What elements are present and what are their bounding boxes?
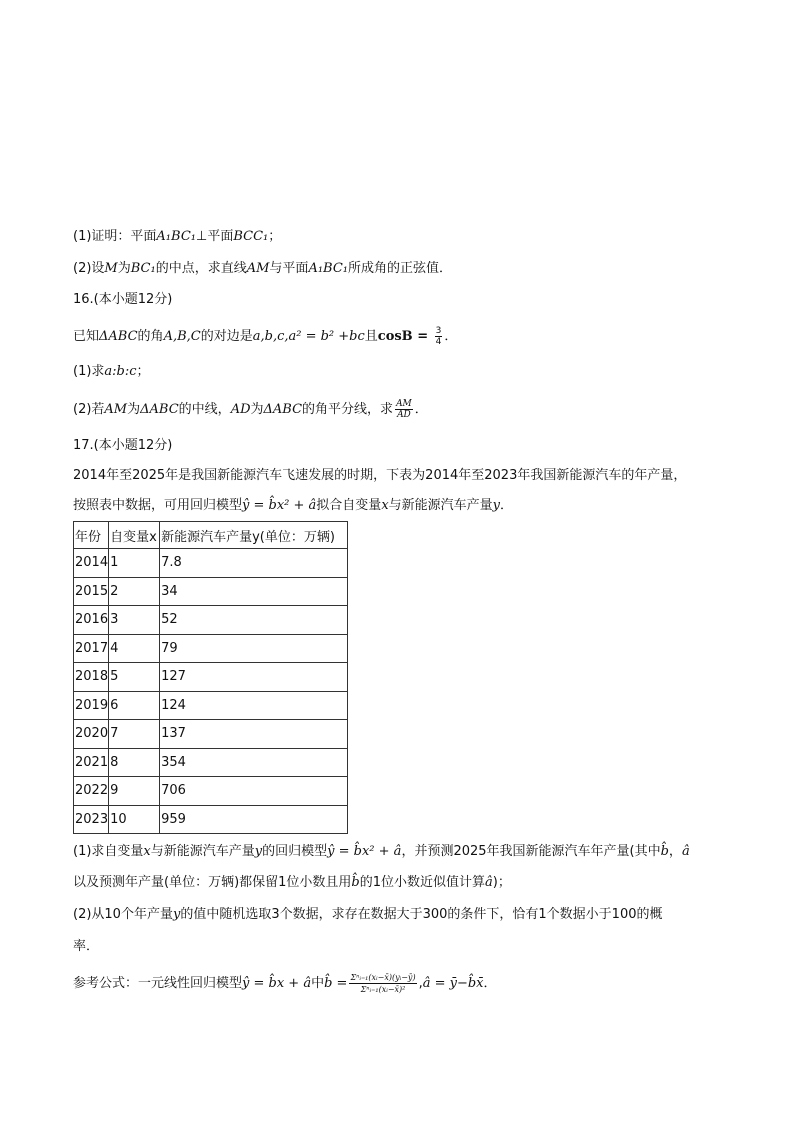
- cell-year: 2017: [74, 634, 109, 663]
- text: (1)证明：平面: [73, 229, 157, 244]
- text: 的中点，求直线: [155, 261, 247, 276]
- math-cos: cosB =: [377, 329, 433, 344]
- cell-x: 1: [109, 549, 160, 578]
- table-row: [74, 720, 348, 749]
- production-table: [73, 521, 348, 834]
- fraction-numerator: 3: [435, 326, 442, 336]
- math-am: AM: [104, 402, 128, 417]
- cell-x: 6: [109, 691, 160, 720]
- math-triangle: ΔABC: [140, 402, 179, 417]
- text: 的角: [137, 329, 164, 344]
- q16-part2: [73, 399, 428, 420]
- table-row: [74, 634, 348, 663]
- q17-intro-line2: [73, 497, 513, 515]
- q17-part2-line1: [73, 906, 663, 924]
- cell-x: 10: [109, 805, 160, 834]
- fraction-denominator: Σⁿᵢ₌₁(xᵢ−x̄)²: [360, 985, 406, 994]
- cell-y: 79: [160, 634, 348, 663]
- fraction-denominator: 4: [435, 337, 442, 347]
- cell-year: 2021: [74, 748, 109, 777]
- text: 的值中随机选取3个数据，求存在数据大于300的条件下，恰有1个数据小于100的概: [180, 907, 663, 922]
- text: 的中线，: [178, 402, 231, 417]
- text: 与平面: [269, 261, 309, 276]
- q16-stem: [73, 326, 457, 347]
- math-am: AM: [246, 261, 270, 276]
- math-x: x: [143, 844, 151, 859]
- table-row: [74, 577, 348, 606]
- text: 所成角的正弦值．: [348, 261, 453, 276]
- text: 平面: [207, 229, 234, 244]
- text: (2)若: [73, 402, 105, 417]
- math-sides-equation: a,b,c,a² = b² +bc: [252, 329, 365, 344]
- text: ，并预测2025年我国新能源汽车年产量(其中: [401, 844, 661, 859]
- fraction-numerator: Σⁿᵢ₌₁(xᵢ−x̄)(yᵢ−ȳ): [350, 973, 416, 982]
- cell-y: 706: [160, 777, 348, 806]
- table-row: [74, 805, 348, 834]
- math-y: y: [492, 498, 501, 513]
- math-triangle: ΔABC: [263, 402, 303, 417]
- cell-year: 2023: [74, 805, 109, 834]
- cell-y: 959: [160, 805, 348, 834]
- text: 参考公式：一元线性回归模型: [73, 976, 243, 991]
- text: 为: [117, 261, 131, 276]
- text: ．: [414, 402, 428, 417]
- text: 的对边是: [200, 329, 253, 344]
- text: 与新能源汽车产量: [388, 498, 493, 513]
- cell-x: 9: [109, 777, 160, 806]
- q17-reference-formula: [73, 972, 497, 995]
- text: )；: [492, 875, 511, 890]
- cell-year: 2015: [74, 577, 109, 606]
- fraction-numerator: AM: [396, 399, 412, 409]
- cell-y: 34: [160, 577, 348, 606]
- text: 为: [250, 402, 264, 417]
- math-b-hat: b̂ =: [324, 976, 348, 991]
- cell-x: 7: [109, 720, 160, 749]
- q17-part1-line1: [73, 843, 690, 861]
- text: (2)设: [73, 261, 105, 276]
- text: 的1位小数近似值计算: [359, 875, 486, 890]
- cell-year: 2020: [74, 720, 109, 749]
- cell-x: 8: [109, 748, 160, 777]
- text: 拟合自变量: [316, 498, 382, 513]
- q15-part2: [73, 260, 452, 278]
- text: (1)求自变量: [73, 844, 144, 859]
- table-row: [74, 691, 348, 720]
- math-plane-bcc1: BCC₁: [233, 229, 269, 244]
- text: ．: [500, 498, 514, 513]
- text: 按照表中数据，可用回归模型: [73, 498, 243, 513]
- text: 中: [311, 976, 325, 991]
- perp-symbol: ⊥: [195, 229, 208, 244]
- text: 的回归模型: [262, 844, 328, 859]
- fraction-am-ad: [395, 399, 413, 420]
- header-cell-year: 年份: [74, 522, 109, 549]
- cell-x: 4: [109, 634, 160, 663]
- math-linear-model: ŷ = b̂x + â: [242, 976, 312, 991]
- cell-year: 2018: [74, 663, 109, 692]
- header-cell-y: 新能源汽车产量y(单位：万辆): [160, 522, 348, 549]
- text: 以及预测年产量(单位：万辆)都保留1位小数且用: [73, 875, 352, 890]
- math-angles: A,B,C: [163, 329, 201, 344]
- q16-header: 16.(本小题12分): [73, 292, 173, 307]
- cell-x: 5: [109, 663, 160, 692]
- header-cell-x: 自变量x: [109, 522, 160, 549]
- cell-year: 2019: [74, 691, 109, 720]
- cell-y: 127: [160, 663, 348, 692]
- q17-part1-line2: [73, 874, 511, 892]
- math-regression-model: ŷ = b̂x² + â: [327, 844, 402, 859]
- text: ．: [483, 976, 497, 991]
- q15-part1: [73, 228, 281, 246]
- table-header-row: [74, 522, 348, 549]
- text: ；: [268, 229, 282, 244]
- q17-part2-line2: 率．: [73, 939, 100, 954]
- cell-year: 2016: [74, 606, 109, 635]
- cell-y: 124: [160, 691, 348, 720]
- math-a-hat: â: [681, 844, 690, 859]
- q17-intro-line1: 2014年至2025年是我国新能源汽车飞速发展的时期，下表为2014年至2023年我国新能源汽车的年产量，: [73, 468, 687, 483]
- fraction-3-4: [435, 326, 443, 347]
- math-triangle: ΔABC: [99, 329, 138, 344]
- table-row: [74, 748, 348, 777]
- q16-part1: [73, 363, 150, 381]
- math-x: x: [381, 498, 389, 513]
- text: 且: [364, 329, 378, 344]
- math-a1bc1: A₁BC₁: [308, 261, 348, 276]
- table-row: [74, 606, 348, 635]
- text: ，: [668, 844, 682, 859]
- math-b-hat: b̂: [351, 875, 360, 890]
- cell-y: 354: [160, 748, 348, 777]
- text: ,: [418, 976, 423, 991]
- text: 的角平分线，求: [302, 402, 394, 417]
- math-b-hat: b̂: [660, 844, 669, 859]
- math-m: M: [104, 261, 118, 276]
- math-bc1: BC₁: [130, 261, 156, 276]
- cell-x: 2: [109, 577, 160, 606]
- math-a-hat: â: [485, 875, 493, 890]
- text: 为: [127, 402, 141, 417]
- math-y: y: [254, 844, 263, 859]
- math-ratio: a:b:c: [104, 364, 137, 379]
- text: (1)求: [73, 364, 105, 379]
- text: ；: [136, 364, 150, 379]
- fraction-denominator: AD: [397, 410, 411, 420]
- math-ad: AD: [230, 402, 251, 417]
- text: 与新能源汽车产量: [150, 844, 255, 859]
- cell-year: 2022: [74, 777, 109, 806]
- math-regression-model: ŷ = b̂x² + â: [242, 498, 317, 513]
- cell-y: 52: [160, 606, 348, 635]
- cell-year: 2014: [74, 549, 109, 578]
- text: 已知: [73, 329, 100, 344]
- text: (2)从10个年产量: [73, 907, 173, 922]
- table-row: [74, 549, 348, 578]
- math-a-hat-formula: â = ȳ−b̂x̄: [422, 976, 484, 991]
- fraction-b-hat-formula: [349, 972, 416, 995]
- cell-y: 137: [160, 720, 348, 749]
- table-row: [74, 663, 348, 692]
- q17-header: 17.(本小题12分): [73, 438, 173, 453]
- cell-y: 7.8: [160, 549, 348, 578]
- table-row: [74, 777, 348, 806]
- math-plane-a1bc1: A₁BC₁: [156, 229, 196, 244]
- math-y: y: [172, 907, 181, 922]
- text: ．: [444, 329, 458, 344]
- cell-x: 3: [109, 606, 160, 635]
